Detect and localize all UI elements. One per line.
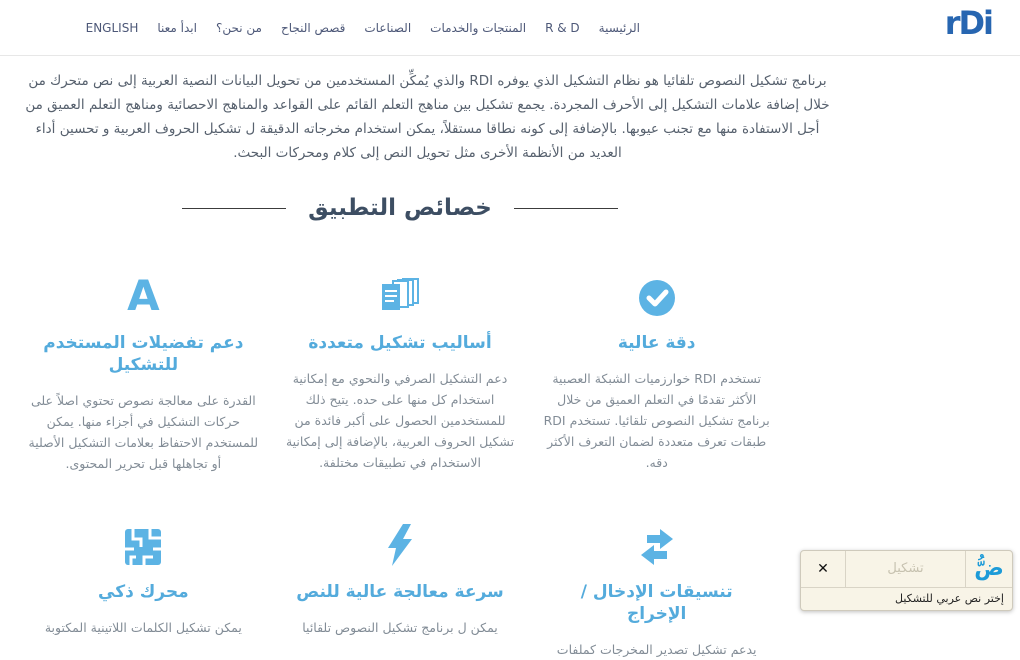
feature-io-formats [533,522,780,660]
exchange-arrows-icon [533,522,780,566]
nav-item-success-stories[interactable]: قصص النجاح [280,21,346,35]
nav-item-industries[interactable]: الصناعات [364,21,412,35]
close-icon[interactable]: ✕ [817,561,829,577]
feature-user-preferences [20,273,267,474]
feature-title: تنسيقات الإدخال / الإخراج [580,582,733,624]
nav-item-products[interactable]: المنتجات والخدمات [430,21,527,35]
lightning-icon [277,522,524,566]
feature-high-accuracy [533,273,780,474]
feature-text: يمكن تشكيل الكلمات اللاتينية المكتوبة [44,620,242,635]
feature-smart-engine [20,522,267,660]
nav-item-home[interactable]: الرئيسية [598,21,640,35]
feature-title: سرعة معالجة عالية للنص [296,582,504,602]
feature-title: دقة عالية [617,333,696,353]
feature-title: أساليب تشكيل متعددة [308,333,492,353]
title-rule-left [182,208,286,209]
tashkeel-dad-logo[interactable]: ضُّ [974,556,1004,581]
feature-text: دعم التشكيل الصرفي والنحوي مع إمكانية استخدام كل منها على حده. يتيح ذلك للمستخدمين الحصول على أكبر فائدة من تشكيل الحروف العربية، بالإضافة إلى إمكانية الاستخدام في تطبيقات مختلفة. [285,371,515,470]
main-nav [86,0,640,56]
section-header [20,195,780,221]
nav-item-english[interactable]: ENGLISH [85,21,139,35]
tashkeel-action-button[interactable]: تشكيل [845,551,966,587]
check-circle-icon [533,273,780,317]
feature-processing-speed [277,522,524,660]
tashkeel-widget-toolbar [801,551,1012,587]
nav-item-about[interactable]: من نحن؟ [215,21,262,35]
tashkeel-widget [800,550,1013,611]
title-rule-right [514,208,618,209]
tashkeel-hint-text: إختر نص عربي للتشكيل [801,587,1012,610]
feature-title: محرك ذكي [98,582,189,602]
section-title: خصائص التطبيق [308,195,492,221]
letter-a-icon: A [127,271,160,320]
nav-item-rd[interactable]: R & D [545,21,580,35]
rdi-logo[interactable]: rDi [944,4,992,42]
intro-paragraph: برنامج تشكيل النصوص تلقائيا هو نظام التشكيل الذي يوفره RDI والذي يُمكِّن المستخدمين من تحويل البيانات النصية العربية إلى نص متحرك من خلال إضافة علامات التشكيل إلى الأحرف المجردة. يجمع تشكيل بين مناهج التعلم القائم على القواعد والمناهج الاحصائية ومناهج التعلم العميق من أجل الاستفادة منها مع تجنب عيوبها. بالإضافة إلى كونه نطاقا مستقلاً، يمكن استخدام مخرجاته الدقيقة ل تشكيل الحروف العربية و تحسين أداء العديد من الأنظمة الأخرى مثل تحويل النص إلى كلام ومحركات البحث. [25,73,830,161]
feature-text: تستخدم RDI خوارزميات الشبكة العصبية الأكثر تقدمًا في التعلم العميق من خلال برنامج تشكيل النصوص تلقائيا. تستخدم RDI طبقات تعرف متعددة لضمان التعرف الأكثر دقه. [543,371,770,470]
top-navigation-bar [0,0,1020,56]
feature-multiple-methods [277,273,524,474]
features-grid [20,273,780,660]
feature-text: القدرة على معالجة نصوص تحتوي اصلاً على حركات التشكيل في أجزاء منها. يمكن للمستخدم الاحتفاظ بعلامات التشكيل الأصلية أو تجاهلها قبل تحرير المحتوى. [28,393,259,471]
feature-text: يدعم تشكيل تصدير المخرجات كملفات [556,642,757,657]
feature-text: يمكن ل برنامج تشكيل النصوص تلقائيا [302,620,498,635]
nav-item-get-started[interactable]: ابدأ معنا [157,21,197,35]
circuit-maze-icon [20,522,267,566]
feature-title: دعم تفضيلات المستخدم للتشكيل [43,333,244,375]
documents-icon [277,273,524,317]
